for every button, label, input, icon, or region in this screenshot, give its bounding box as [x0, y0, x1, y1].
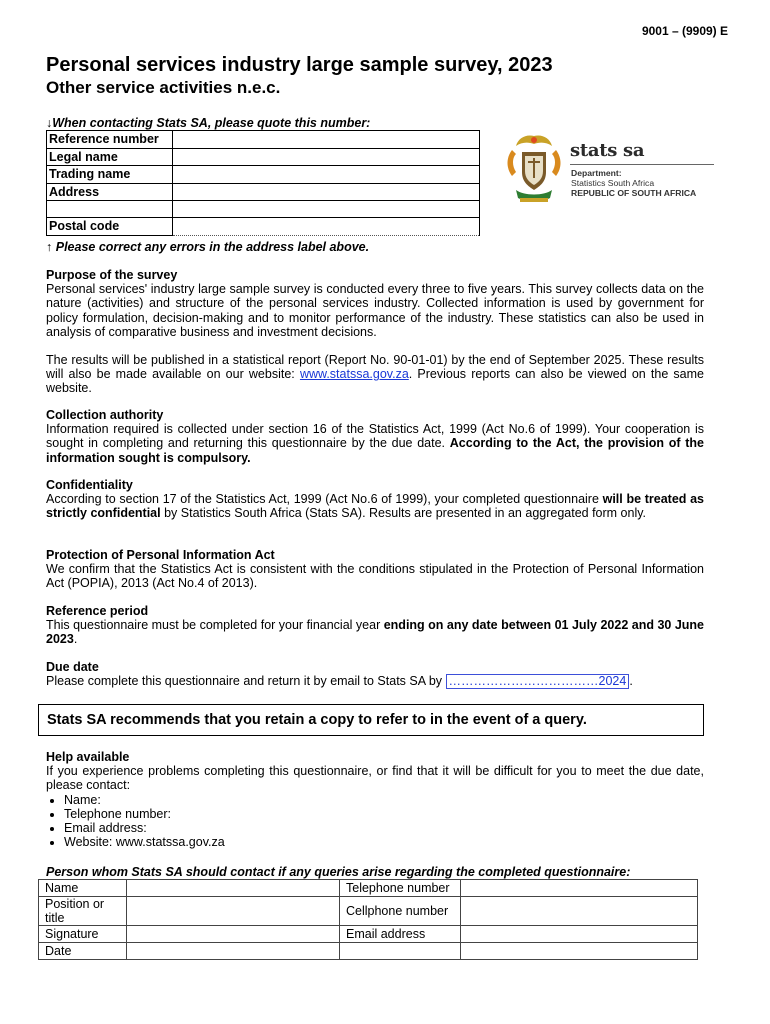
legal-name-field[interactable] [173, 148, 480, 166]
collection-heading: Collection authority [46, 408, 164, 422]
stats-sa-wordmark: stats sa [570, 140, 645, 161]
popia-text: We confirm that the Statistics Act is consistent with the conditions stipulated in the Protection of Personal Information Act (POPIA), 2013 (Act No.4 of 2013). [46, 562, 704, 591]
purpose-heading: Purpose of the survey [46, 268, 178, 282]
reference-address-table [46, 130, 480, 236]
help-heading: Help available [46, 750, 130, 764]
table-row [39, 926, 698, 943]
form-code: 9001 – (9909) E [641, 24, 728, 38]
publication-section [46, 353, 704, 396]
email-field[interactable] [461, 926, 698, 943]
coat-of-arms-icon [508, 135, 561, 202]
country-name: REPUBLIC OF SOUTH AFRICA [571, 188, 697, 198]
table-row [39, 897, 698, 926]
list-item: • Website: www.statssa.gov.za [64, 835, 704, 849]
telephone-field[interactable] [461, 880, 698, 897]
empty-label [340, 943, 461, 960]
position-label: Position or title [39, 897, 127, 926]
signature-label: Signature [39, 926, 127, 943]
list-item: • Name: [64, 793, 704, 807]
list-item: • Telephone number: [64, 807, 704, 821]
reference-period-heading: Reference period [46, 604, 149, 618]
trading-name-field[interactable] [173, 166, 480, 184]
quote-number-note: ↓When contacting Stats SA, please quote this number: [46, 116, 371, 130]
popia-section [46, 548, 704, 591]
legal-name-label: Legal name [47, 148, 173, 166]
purpose-section [46, 268, 704, 339]
due-date-text: Please complete this questionnaire and return it by email to Stats SA by ………………………………2024 . [46, 674, 633, 689]
telephone-label: Telephone number [340, 880, 461, 897]
department-label: Department: [571, 168, 622, 178]
signature-field[interactable] [127, 926, 340, 943]
contact-person-note: Person whom Stats SA should contact if any queries arise regarding the completed questionnaire: [46, 865, 631, 879]
postal-code-label: Postal code [47, 218, 173, 236]
email-label: Email address [340, 926, 461, 943]
popia-heading: Protection of Personal Information Act [46, 548, 275, 562]
date-field[interactable] [127, 943, 340, 960]
arrow-down-icon: ↓ [46, 116, 53, 130]
postal-code-field[interactable] [173, 218, 480, 236]
correct-errors-note: ↑ Please correct any errors in the address label above. [46, 240, 370, 254]
address-line-2 [47, 201, 173, 218]
due-date-field[interactable]: ………………………………2024 [446, 674, 630, 689]
purpose-text: Personal services' industry large sample survey is conducted every three to five years. This survey collects data on the nature (activities) and structure of the personal services industry. Collected information is used by government for policy formulation, decision-making and to monitor performance of the industry. These statistics can also be used in analysis of comparative business and investment decisions. [46, 282, 704, 339]
reference-period-text: This questionnaire must be completed for your financial year ending on any date between 01 July 2022 and 30 June 2023. [46, 618, 705, 647]
department-name: Statistics South Africa [571, 178, 655, 188]
address-field-2[interactable] [173, 201, 480, 218]
trading-name-label: Trading name [47, 166, 173, 184]
collection-text: Information required is collected under section 16 of the Statistics Act, 1999 (Act No.6 of 1999). Your cooperation is sought in completing and returning this questionnaire by the due date. According to the Act, the provision of the information sought is compulsory. [46, 422, 704, 465]
publication-text: The results will be published in a statistical report (Report No. 90-01-01) by the end of September 2025. These results will also be made available on our website: www.statssa.gov.za. Previous reports can also be viewed on the same website. [46, 353, 704, 396]
cellphone-field[interactable] [461, 897, 698, 926]
date-label: Date [39, 943, 127, 960]
confidentiality-heading: Confidentiality [46, 478, 133, 492]
cellphone-label: Cellphone number [340, 897, 461, 926]
help-section [46, 750, 704, 849]
reference-number-label: Reference number [47, 131, 173, 149]
due-date-section [46, 660, 704, 689]
page-subtitle: Other service activities n.e.c. [46, 78, 281, 97]
name-field[interactable] [127, 880, 340, 897]
due-date-heading: Due date [46, 660, 99, 674]
table-row [39, 943, 698, 960]
confidentiality-section [46, 478, 704, 521]
contact-person-table [38, 879, 698, 960]
address-field[interactable] [173, 183, 480, 201]
position-field[interactable] [127, 897, 340, 926]
help-contact-list [46, 793, 704, 850]
list-item: • Email address: [64, 821, 704, 835]
table-row [39, 880, 698, 897]
reference-number-field[interactable] [173, 131, 480, 149]
address-label: Address [47, 183, 173, 201]
empty-field [461, 943, 698, 960]
arrow-up-icon: ↑ [46, 240, 53, 254]
help-text: If you experience problems completing this questionnaire, or find that it will be difficult for you to meet the due date, please contact: [46, 764, 704, 793]
collection-section [46, 408, 704, 465]
page-title: Personal services industry large sample survey, 2023 [46, 54, 553, 76]
confidentiality-text: According to section 17 of the Statistics Act, 1999 (Act No.6 of 1999), your completed questionnaire will be treated as strictly confidential by Statistics South Africa (Stats SA). Results are presented in an aggregated form only. [46, 492, 705, 521]
logo-divider [570, 164, 714, 165]
recommendation-box: Stats SA recommends that you retain a copy to refer to in the event of a query. [38, 704, 704, 736]
website-link[interactable]: www.statssa.gov.za [299, 367, 409, 382]
reference-period-section [46, 604, 704, 647]
name-label: Name [39, 880, 127, 897]
